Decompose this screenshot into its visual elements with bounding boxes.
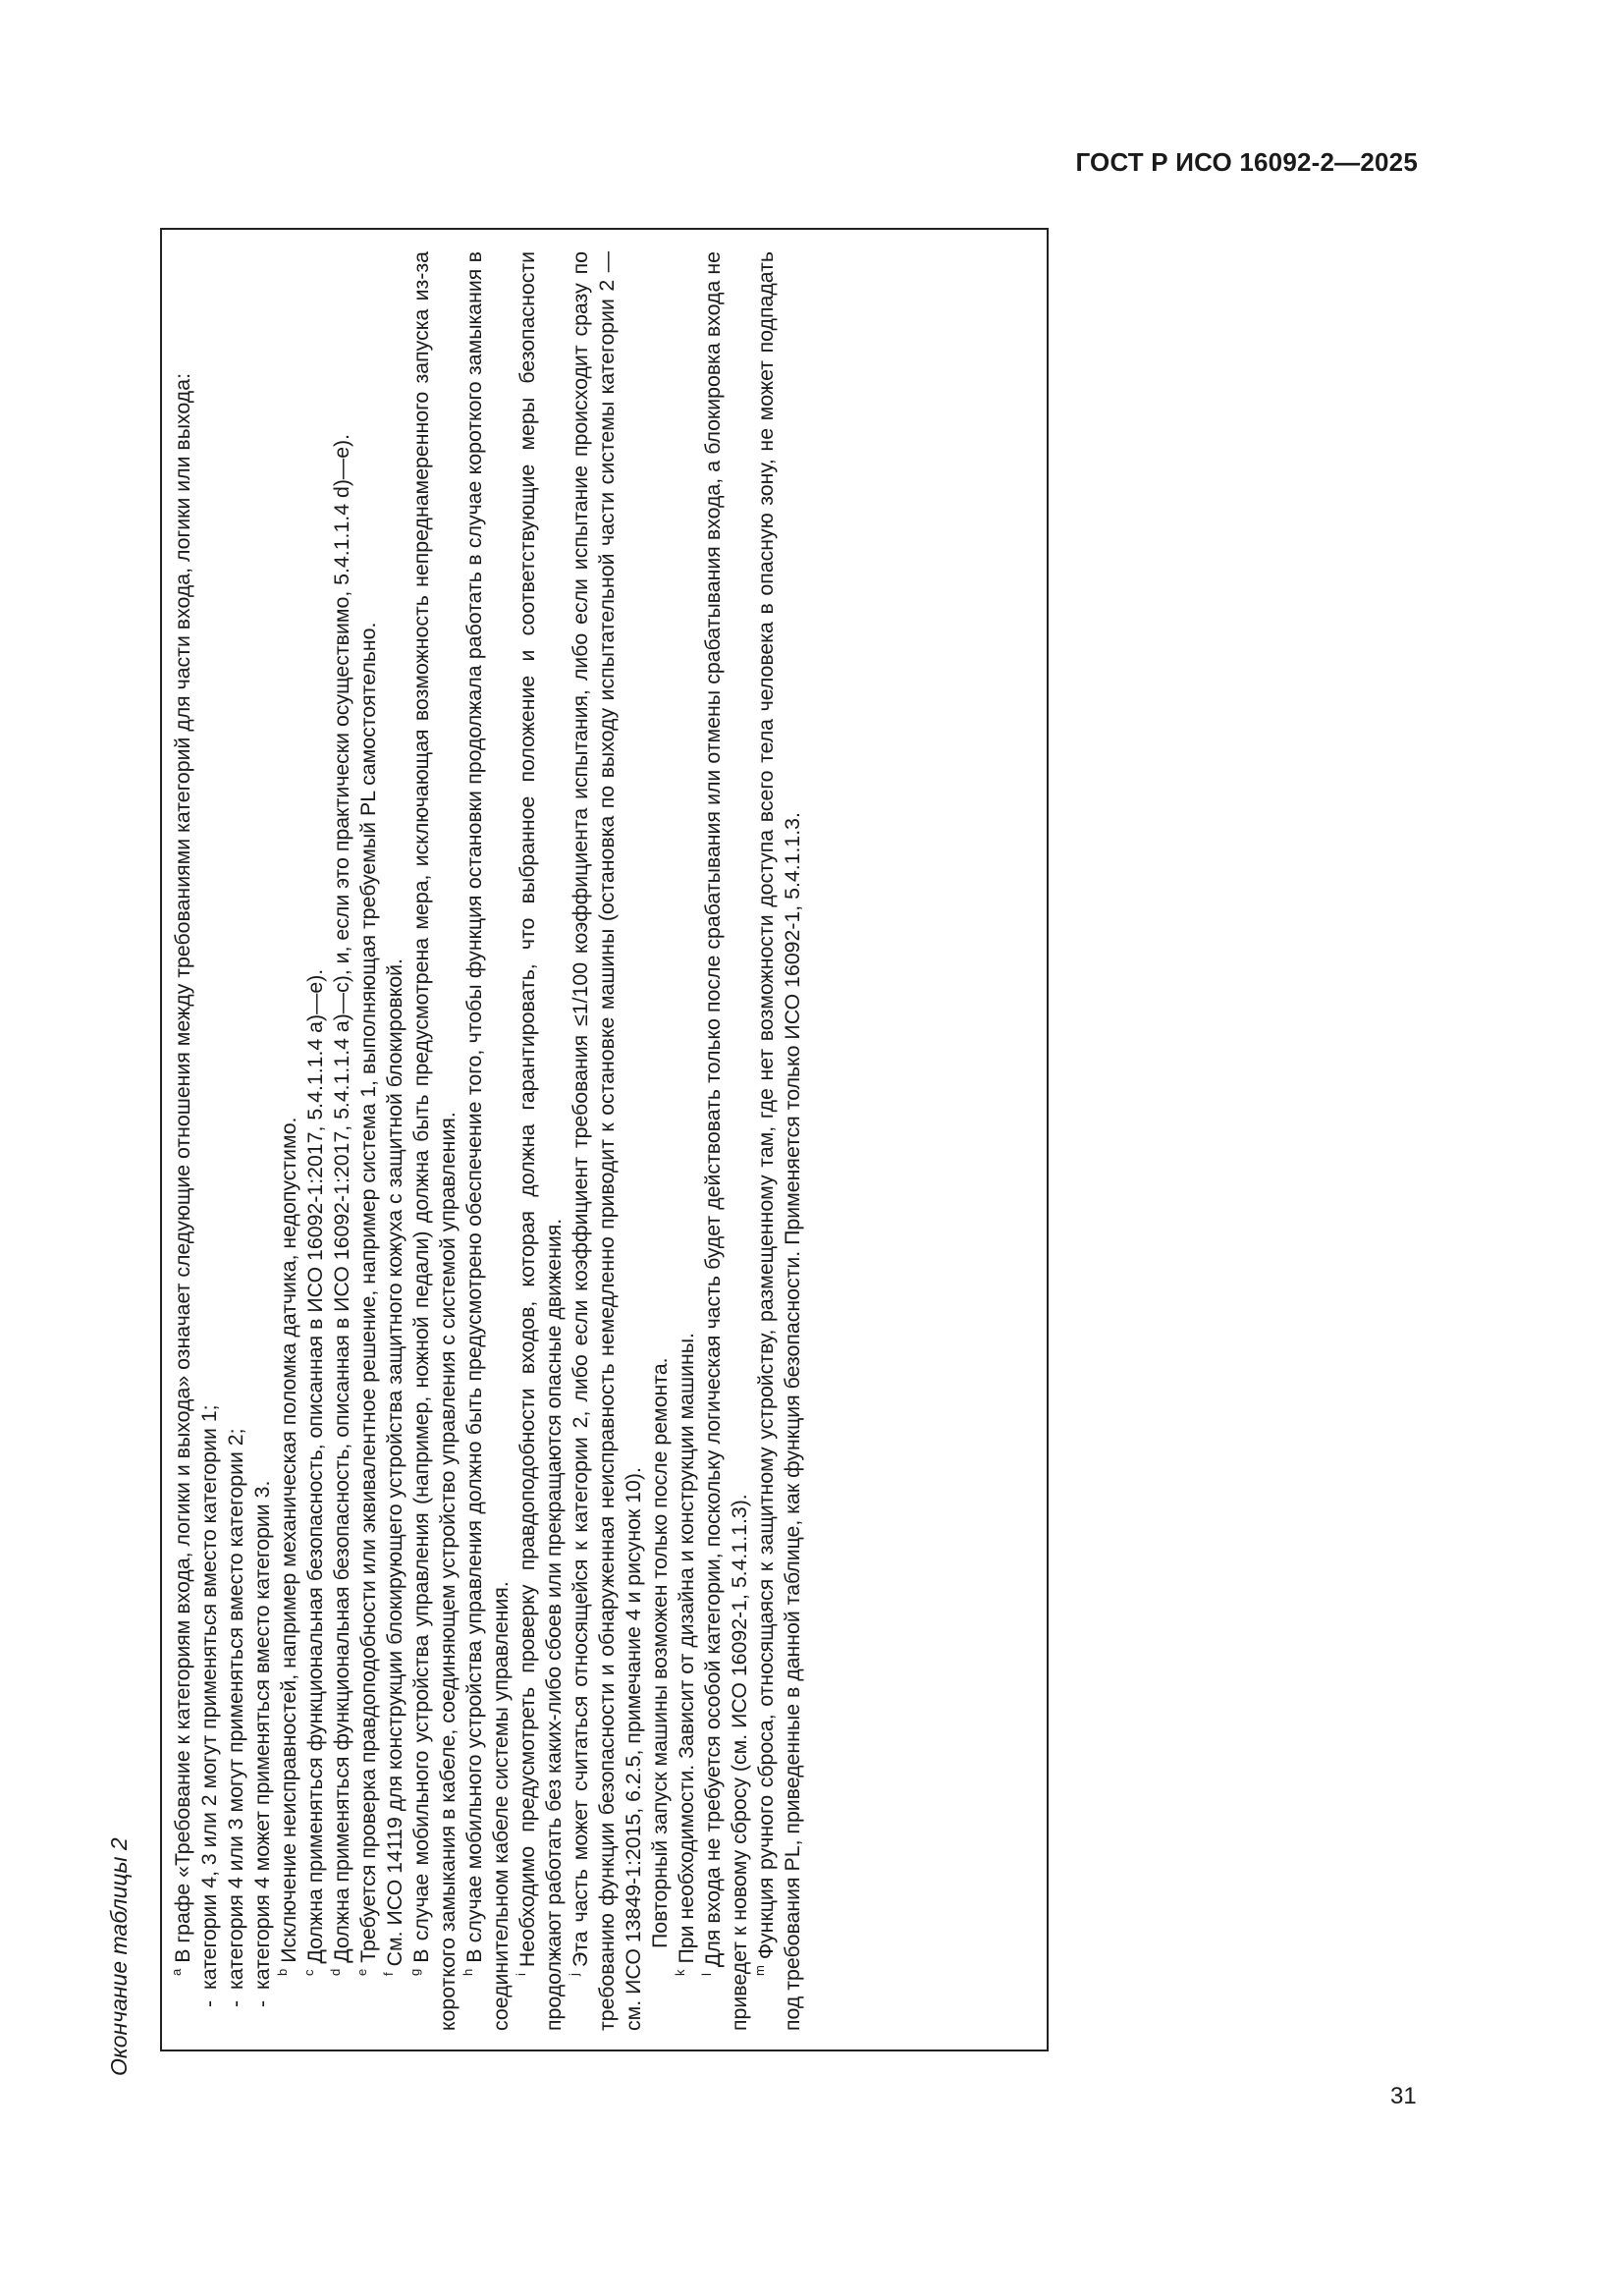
page-number: 31	[1390, 2083, 1417, 2109]
footnotes-table	[160, 228, 1049, 2051]
footnote-j: $^j$Эта часть может считаться относящейся к категории 2, либо если коэффициент требования ≤1/100 коэффициента испытания, либо если испытание происходит сразу по требованию функции безопасности и обнаруженная неисправность немедленно приводит к остановке машины (остановка по выходу испытательной части системы категории 2 — см. ИСО 13849-1:2015, 6.2.5, примечание 4 и рисунок 10).	[567, 251, 645, 2031]
footnotes-content	[162, 232, 1049, 2051]
footnote-a: $^a$В графе «Требование к категориям входа, логики и выхода» означает следующие отношения между требованиями категорий для части входа, логики или выхода:	[169, 373, 194, 1976]
footnote-a-subitem: -категория 4 или 3 могут применяться вместо категории 2;	[224, 1428, 247, 2007]
document-code: ГОСТ Р ИСО 16092-2—2025	[1075, 147, 1418, 177]
footnote-g: $^g$В случае мобильного устройства управления (например, ножной педали) должна быть предусмотрена мера, исключающая возможность непреднамеренного запуска из-за короткого замыкания в кабеле, соединяющем устройство управления с системой управления.	[407, 251, 460, 2031]
footnote-a-subitem: -категории 4, 3 или 2 могут применяться вместо категории 1;	[197, 1404, 221, 2007]
footnote-i: $^i$Необходимо предусмотреть проверку правдоподобности входов, которая должна гарантировать, что выбранное положение и соответствующие меры безопасности продолжают работать без каких-либо сбоев или прекращаются опасные движения.	[514, 251, 566, 2031]
table-caption: Окончание таблицы 2	[106, 1837, 132, 2076]
footnote-m: $^m$Функция ручного сброса, относящаяся к защитному устройству, размещенному там, где нет возможности доступа всего тела человека в опасную зону, не может подпадать под требования PL, приведенные в данной таблице, как функция безопасности. Применяется только ИСО 16092-1, 5.4.1.1.3.	[752, 251, 804, 2031]
footnote-c: $^c$Должна применяться функциональная безопасность, описанная в ИСО 16092-1:2017, 5.4.1.1.4 a)—e).	[301, 968, 327, 1976]
footnote-h: $^h$В случае мобильного устройства управления должно быть предусмотрено обеспечение того, чтобы функция остановки продолжала работать в случае короткого замыкания в соединительном кабеле системы управления.	[460, 251, 513, 2031]
footnote-f: $^f$См. ИСО 14119 для конструкции блокирующего устройства защитного кожуха с защитной блокировкой.	[381, 958, 406, 1976]
footnote-k: $^k$При необходимости. Зависит от дизайна и конструкции машины.	[673, 1333, 698, 1976]
repeat-start-note: Повторный запуск машины возможен только после ремонта.	[648, 1357, 672, 1948]
footnote-e: $^e$Требуется проверка правдоподобности или эквивалентное решение, например система 1, выполняющая требуемый PL самостоятельно.	[354, 622, 380, 1976]
footnote-l: $^l$Для входа не требуется особой категории, поскольку логическая часть будет действовать только после срабатывания или отмены срабатывания входа, а блокировка входа не приведет к новому сбросу (см. ИСО 16092-1, 5.4.1.1.3).	[699, 251, 751, 2031]
footnote-d: $^d$Должна применяться функциональная безопасность, описанная в ИСО 16092-1:2017, 5.4.1.1.4 a)—c), и, если это практически осуществимо, 5.4.1.1.4 d)—e).	[328, 433, 353, 1976]
footnote-a-subitem: -категория 4 может применяться вместо категории 3.	[250, 1480, 274, 2007]
footnote-b: $^b$Исключение неисправностей, например механическая поломка датчика, недопустимо.	[275, 1117, 300, 1976]
